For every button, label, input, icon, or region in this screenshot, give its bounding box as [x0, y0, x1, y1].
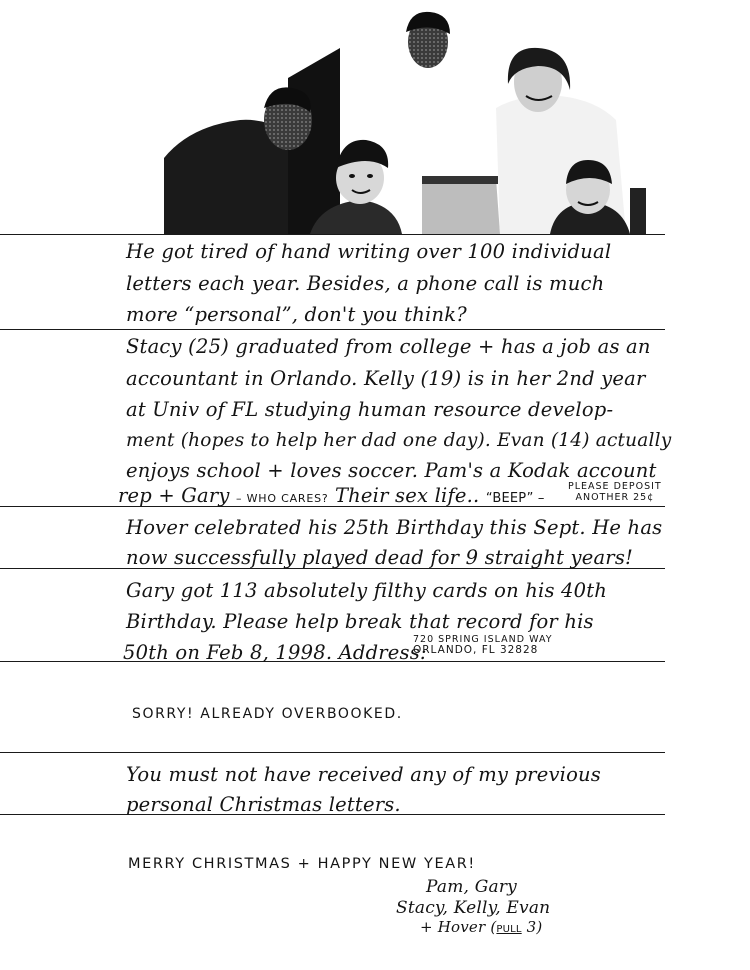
paragraph-line: Birthday. Please help break that record for his [126, 610, 594, 633]
paragraph-line: Gary got 113 absolutely filthy cards on his 40th [126, 579, 608, 602]
hover-text: + Hover ( [420, 918, 497, 936]
who-cares-text: – WHO CARES? [236, 492, 329, 505]
address-line: 720 SPRING ISLAND WAY [413, 634, 553, 645]
paragraph-line: more “personal”, don't you think? [126, 303, 467, 326]
paragraph-line: Stacy (25) graduated from college + has a job as an [126, 335, 651, 358]
deposit-line: PLEASE DEPOSIT [568, 481, 662, 492]
paragraph-line: at Univ of FL studying human resource develop- [126, 398, 614, 421]
deposit-note [568, 481, 662, 503]
sex-life-text: Their sex life.. [334, 484, 480, 507]
beep-text: “BEEP” – [485, 491, 545, 506]
ruled-line [0, 329, 665, 330]
paragraph-line: Hover celebrated his 25th Birthday this Sept. He has [126, 516, 663, 539]
paragraph-line: He got tired of hand writing over 100 individual [126, 240, 612, 263]
paragraph-line: ment (hopes to help her dad one day). Evan (14) actually [126, 430, 672, 451]
pull-text: PULL [496, 924, 522, 935]
sorry-note: SORRY! ALREADY OVERBOOKED. [132, 706, 403, 722]
signature-line: Pam, Gary [426, 877, 517, 897]
signature-line: Stacy, Kelly, Evan [396, 898, 551, 918]
family-photo [160, 8, 646, 234]
address-line: ORLANDO, FL 32828 [413, 644, 539, 656]
paragraph-line: letters each year. Besides, a phone call is much [126, 272, 605, 295]
deposit-line: ANOTHER 25¢ [575, 492, 655, 503]
paragraph-line: You must not have received any of my previous [126, 763, 602, 786]
rep-text: rep + Gary [118, 484, 230, 507]
greeting: MERRY CHRISTMAS + HAPPY NEW YEAR! [128, 856, 476, 872]
signature-line [420, 914, 542, 943]
paragraph-line: 50th on Feb 8, 1998. Address: [123, 641, 427, 664]
paragraph-line: accountant in Orlando. Kelly (19) is in her 2nd year [126, 367, 646, 390]
ruled-line [0, 234, 665, 235]
ruled-line [0, 752, 665, 753]
pull-count-text: 3) [521, 918, 543, 936]
paragraph-line: now successfully played dead for 9 straight years! [126, 546, 634, 569]
paragraph-line: personal Christmas letters. [126, 793, 401, 816]
paragraph-line: enjoys school + loves soccer. Pam's a Kodak account [126, 459, 657, 482]
address-block [413, 634, 553, 656]
paragraph-line [118, 483, 545, 512]
